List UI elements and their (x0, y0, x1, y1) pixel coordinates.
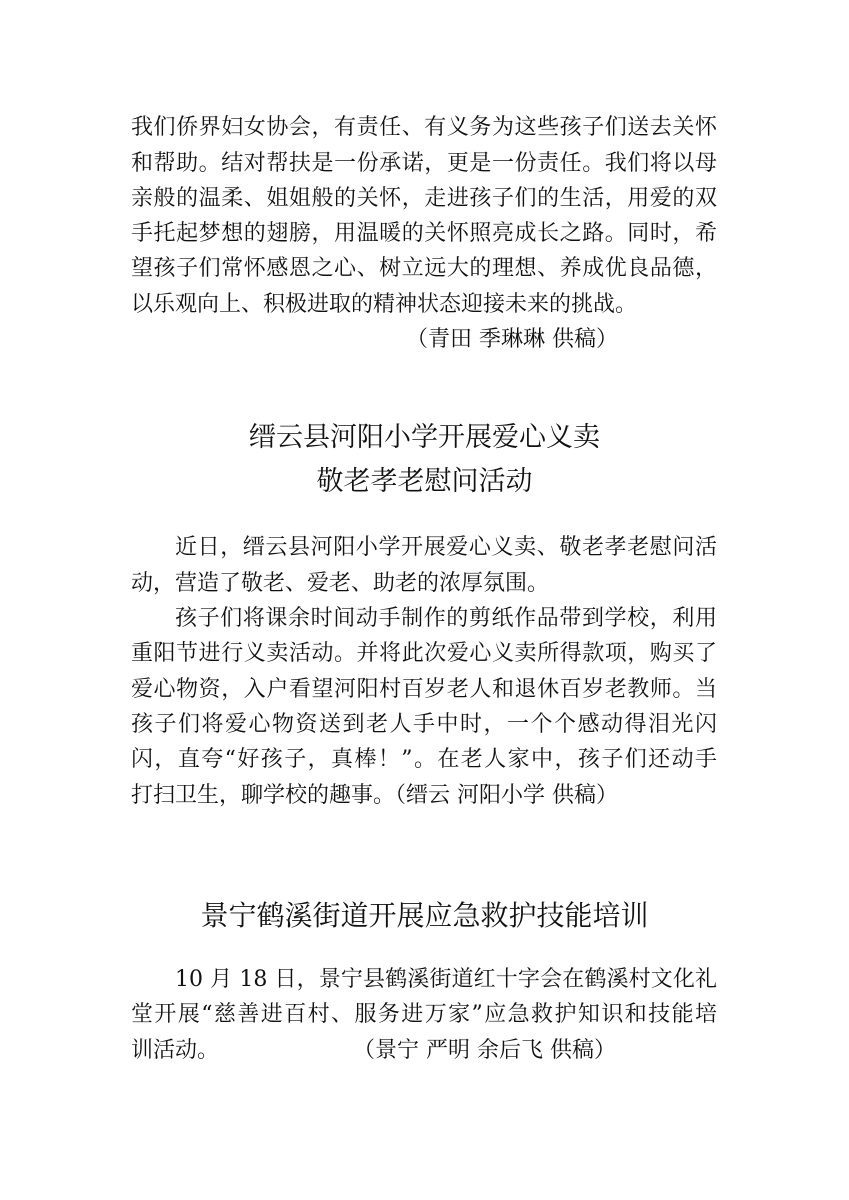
paragraph-line: 训活动。 (131, 1038, 220, 1063)
paragraph-line: 我们侨界妇女协会，有责任、有义务为这些孩子们送去关怀 (131, 115, 717, 140)
paragraph-line: 望孩子们常怀感恩之心、树立远大的理想、养成优良品德， (131, 256, 717, 281)
paragraph-line: 动，营造了敬老、爱老、助老的浓厚氛围。 (131, 571, 550, 596)
paragraph-line: 手托起梦想的翅膀，用温暖的关怀照亮成长之路。同时，希 (131, 221, 717, 246)
article-credit: （青田 季琳琳 供稿） (406, 327, 618, 352)
paragraph-line: 孩子们将爱心物资送到老人手中时，一个个感动得泪光闪 (131, 712, 717, 737)
article-title: 敬老孝老慰问活动 (316, 466, 533, 497)
paragraph-line: 近日，缙云县河阳小学开展爱心义卖、敬老孝老慰问活 (175, 535, 717, 560)
article-title: 缙云县河阳小学开展爱心义卖 (249, 422, 600, 453)
paragraph-line: 以乐观向上、积极进取的精神状态迎接未来的挑战。 (131, 292, 638, 317)
paragraph-line: 爱心物资，入户看望河阳村百岁老人和退休百岁老教师。当 (131, 677, 717, 702)
article-credit: （景宁 严明 余后飞 供稿） (353, 1038, 616, 1063)
paragraph-line: 和帮助。结对帮扶是一份承诺，更是一份责任。我们将以母 (131, 151, 717, 176)
paragraph-line: 打扫卫生，聊学校的趣事。（缙云 河阳小学 供稿） (131, 783, 618, 808)
paragraph-line: 重阳节进行义卖活动。并将此次爱心义卖所得款项，购买了 (131, 641, 717, 666)
paragraph-line: 孩子们将课余时间动手制作的剪纸作品带到学校，利用 (175, 606, 717, 631)
paragraph-line: 闪，直夸“好孩子，真棒！”。在老人家中，孩子们还动手 (131, 747, 717, 772)
paragraph-line: 亲般的温柔、姐姐般的关怀，走进孩子们的生活，用爱的双 (131, 186, 717, 211)
article-title: 景宁鹤溪街道开展应急救护技能培训 (200, 899, 649, 932)
paragraph-line: 10 月 18 日，景宁县鹤溪街道红十字会在鹤溪村文化礼 (175, 967, 717, 992)
paragraph-line: 堂开展“慈善进百村、服务进万家”应急救护知识和技能培 (131, 1002, 717, 1027)
